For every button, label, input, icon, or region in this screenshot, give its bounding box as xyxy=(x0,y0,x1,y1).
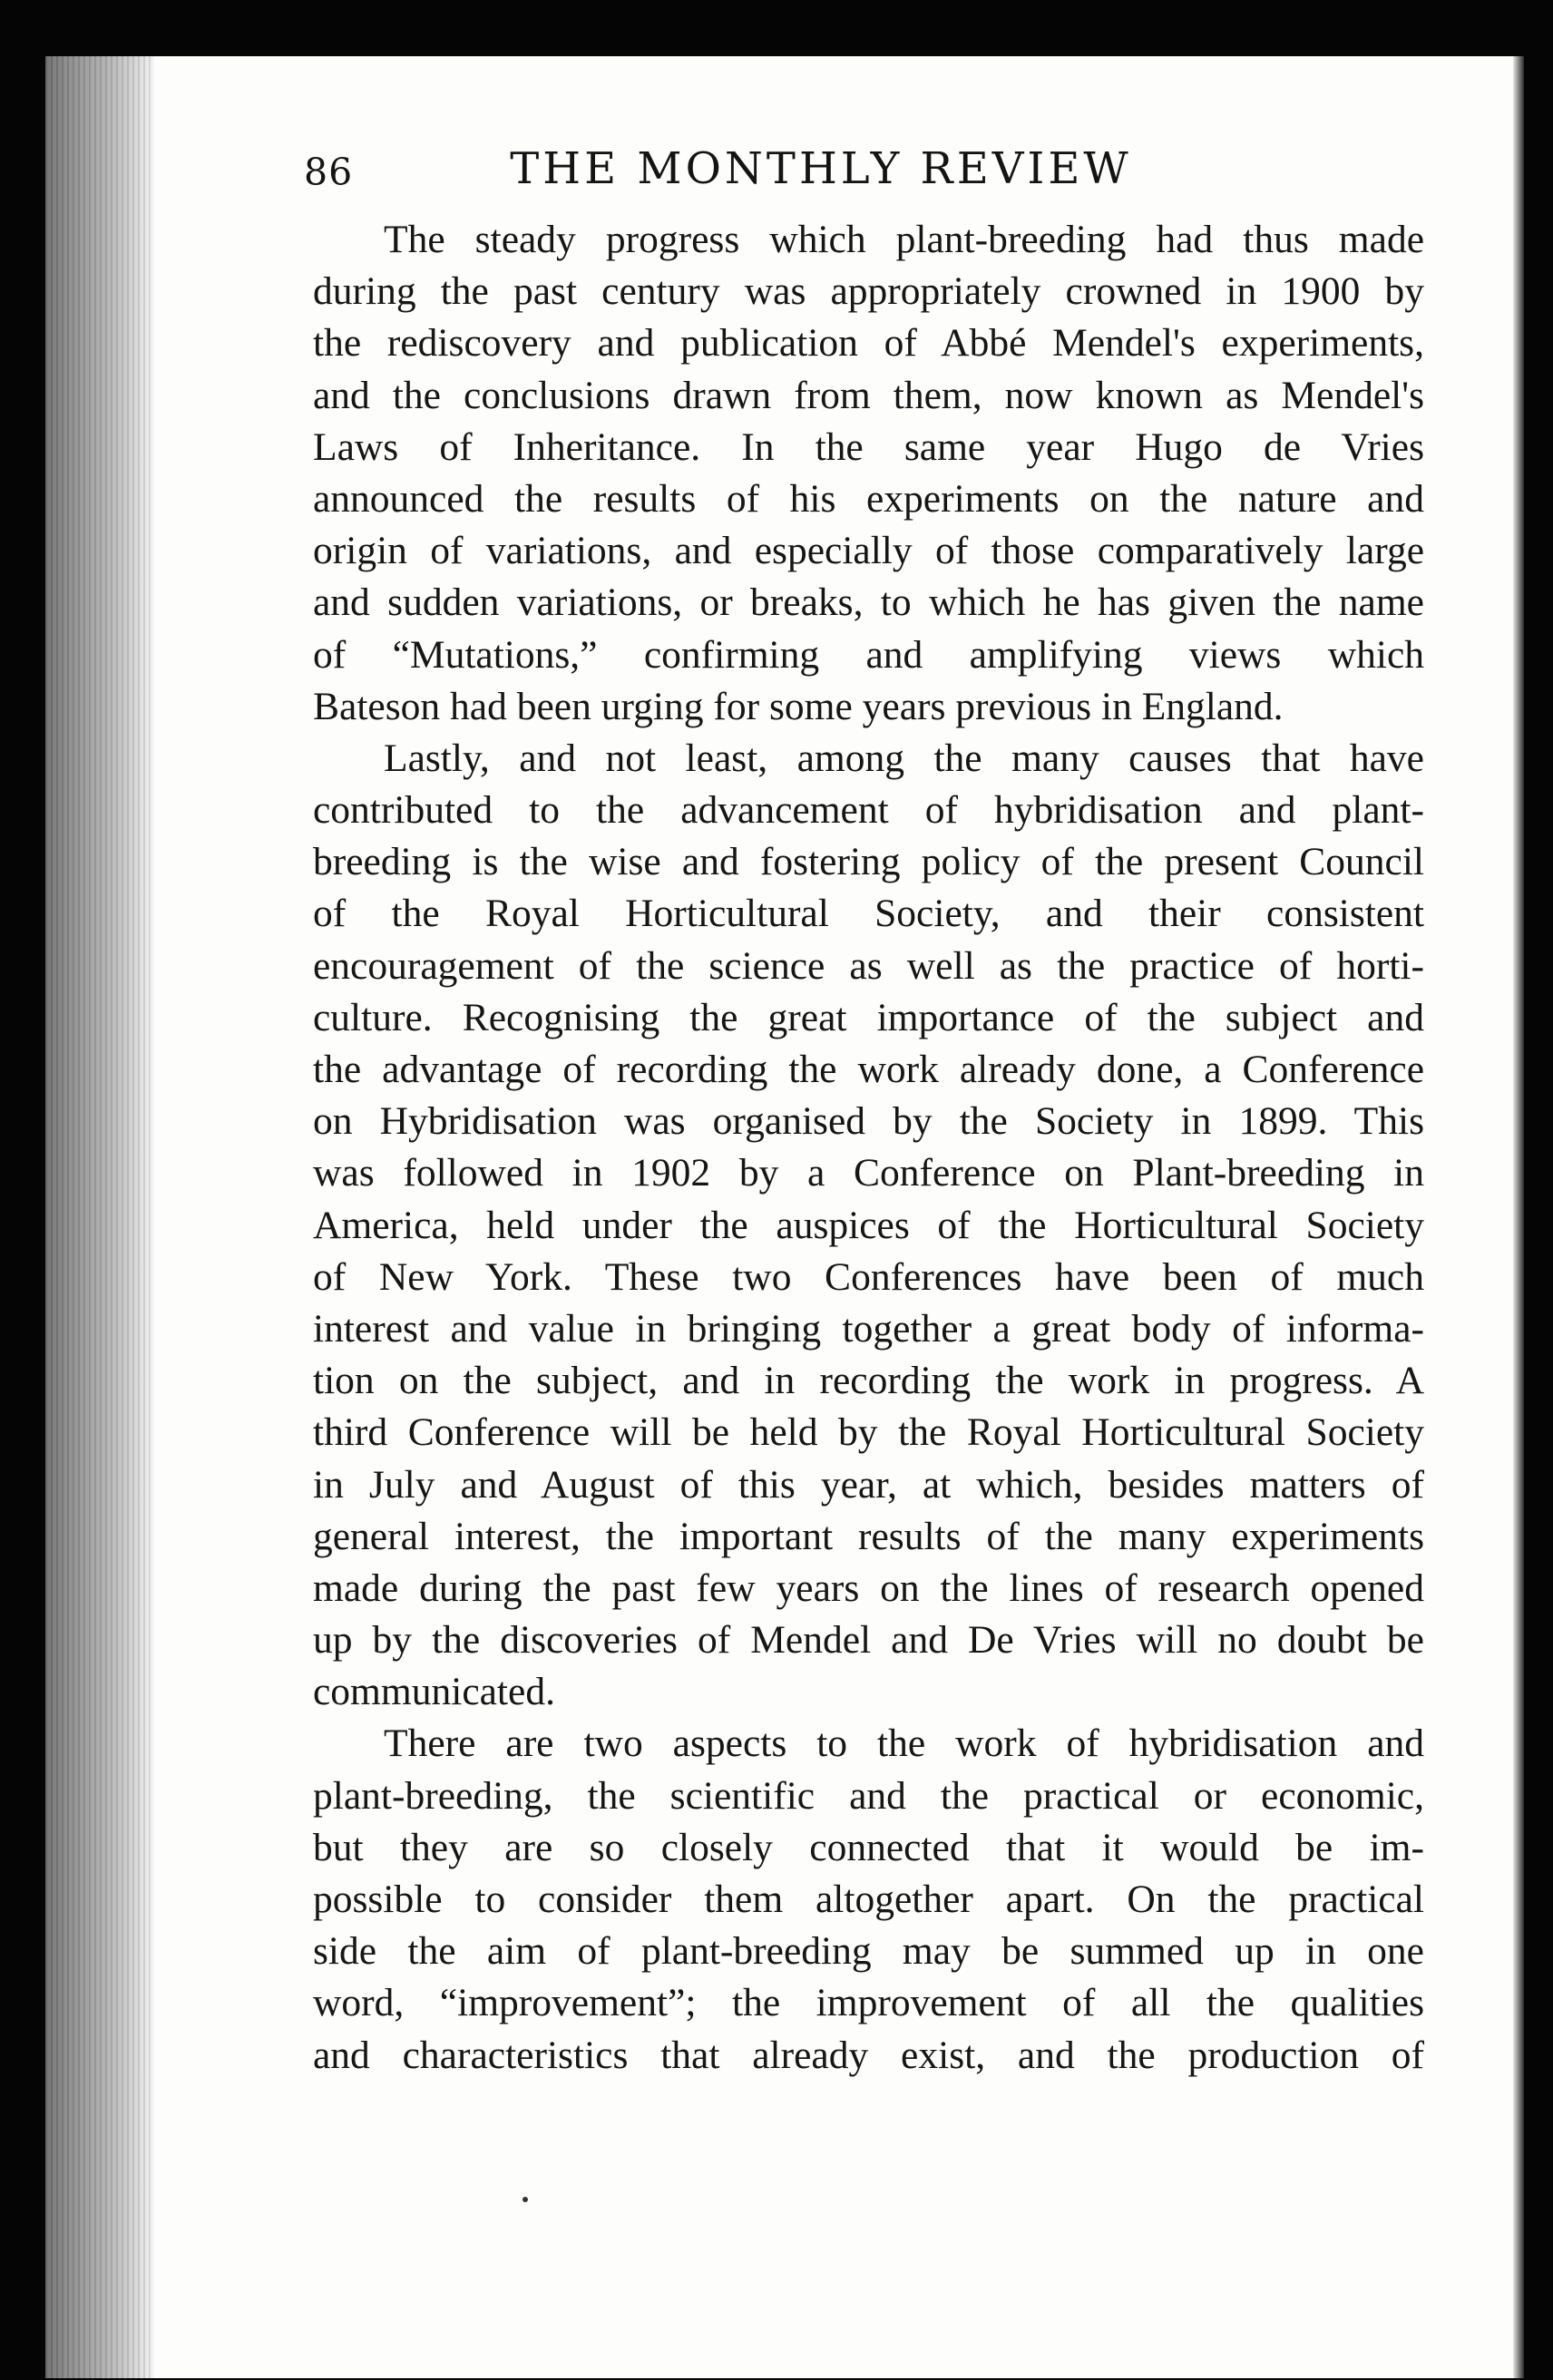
text-line: of the Royal Horticultural Society, and their consistent xyxy=(313,892,1424,936)
page-edge-texture xyxy=(45,56,154,2378)
running-head: THE MONTHLY REVIEW xyxy=(510,143,1132,194)
text-line: was followed in 1902 by a Conference on Plant-breeding in xyxy=(313,1151,1424,1195)
text-line: Lastly, and not least, among the many causes that have xyxy=(384,736,1424,780)
text-line: during the past century was appropriately crowned in 1900 by xyxy=(313,269,1424,314)
page-header xyxy=(304,143,1220,207)
text-line: and sudden variations, or breaks, to which he has given the name xyxy=(313,580,1424,625)
text-line: announced the results of his experiments on the nature and xyxy=(313,476,1424,521)
paragraph-2 xyxy=(313,733,1424,1719)
text-line: The steady progress which plant-breeding had thus made xyxy=(384,218,1424,261)
text-line: and the conclusions drawn from them, now known as Mendel's xyxy=(313,373,1424,417)
text-line: There are two aspects to the work of hybridisation and xyxy=(384,1722,1424,1766)
text-line: the advantage of recording the work already done, a Conference xyxy=(313,1048,1424,1091)
text-line: side the aim of plant-breeding may be summed up in one xyxy=(313,1929,1424,1974)
text-line: communicated. xyxy=(313,1670,555,1714)
text-line: plant-breeding, the scientific and the practical or economic, xyxy=(313,1773,1424,1818)
text-line: possible to consider them altogether apart. On the practical xyxy=(313,1878,1424,1921)
text-line: word, “improvement”; the improvement of all the qualities xyxy=(313,1981,1424,2025)
text-line: of “Mutations,” confirming and amplifying views which xyxy=(313,632,1424,677)
text-line: encouragement of the science as well as the practice of horti- xyxy=(313,943,1424,988)
text-line: in July and August of this year, at which, besides matters of xyxy=(313,1462,1424,1507)
text-line: tion on the subject, and in recording the work in progress. A xyxy=(313,1359,1424,1403)
text-line: contributed to the advancement of hybridisation and plant- xyxy=(313,788,1424,833)
paragraph-1 xyxy=(313,214,1424,733)
text-line: general interest, the important results of the many experiments xyxy=(313,1514,1424,1558)
text-line: of New York. These two Conferences have been of much xyxy=(313,1254,1424,1299)
text-line: up by the discoveries of Mendel and De Vries will no doubt be xyxy=(313,1618,1424,1663)
text-line: but they are so closely connected that it would be im- xyxy=(313,1825,1424,1869)
text-line: and characteristics that already exist, and the production of xyxy=(313,2033,1424,2077)
page-right-edge xyxy=(1513,56,1524,2378)
text-line: third Conference will be held by the Royal Horticultural Society xyxy=(313,1410,1424,1455)
text-line: interest and value in bringing together a great body of informa- xyxy=(313,1306,1424,1351)
text-line: culture. Recognising the great importance of the subject and xyxy=(313,995,1424,1039)
text-line: the rediscovery and publication of Abbé Mendel's experiments, xyxy=(313,321,1424,366)
text-line: on Hybridisation was organised by the Society in 1899. This xyxy=(313,1099,1424,1144)
page-number: 86 xyxy=(304,151,354,194)
text-line: Laws of Inheritance. In the same year Hugo de Vries xyxy=(313,424,1424,469)
text-line: breeding is the wise and fostering policy of the present Council xyxy=(313,840,1424,884)
body-text xyxy=(313,214,1424,2082)
text-line: origin of variations, and especially of those comparatively large xyxy=(313,529,1424,573)
text-line: Bateson had been urging for some years previous in England. xyxy=(313,684,1284,728)
ink-speck xyxy=(523,2197,528,2202)
text-line: made during the past few years on the lines of research opened xyxy=(313,1566,1424,1610)
paragraph-3 xyxy=(313,1718,1424,2081)
text-line: America, held under the auspices of the Horticultural Society xyxy=(313,1203,1424,1247)
